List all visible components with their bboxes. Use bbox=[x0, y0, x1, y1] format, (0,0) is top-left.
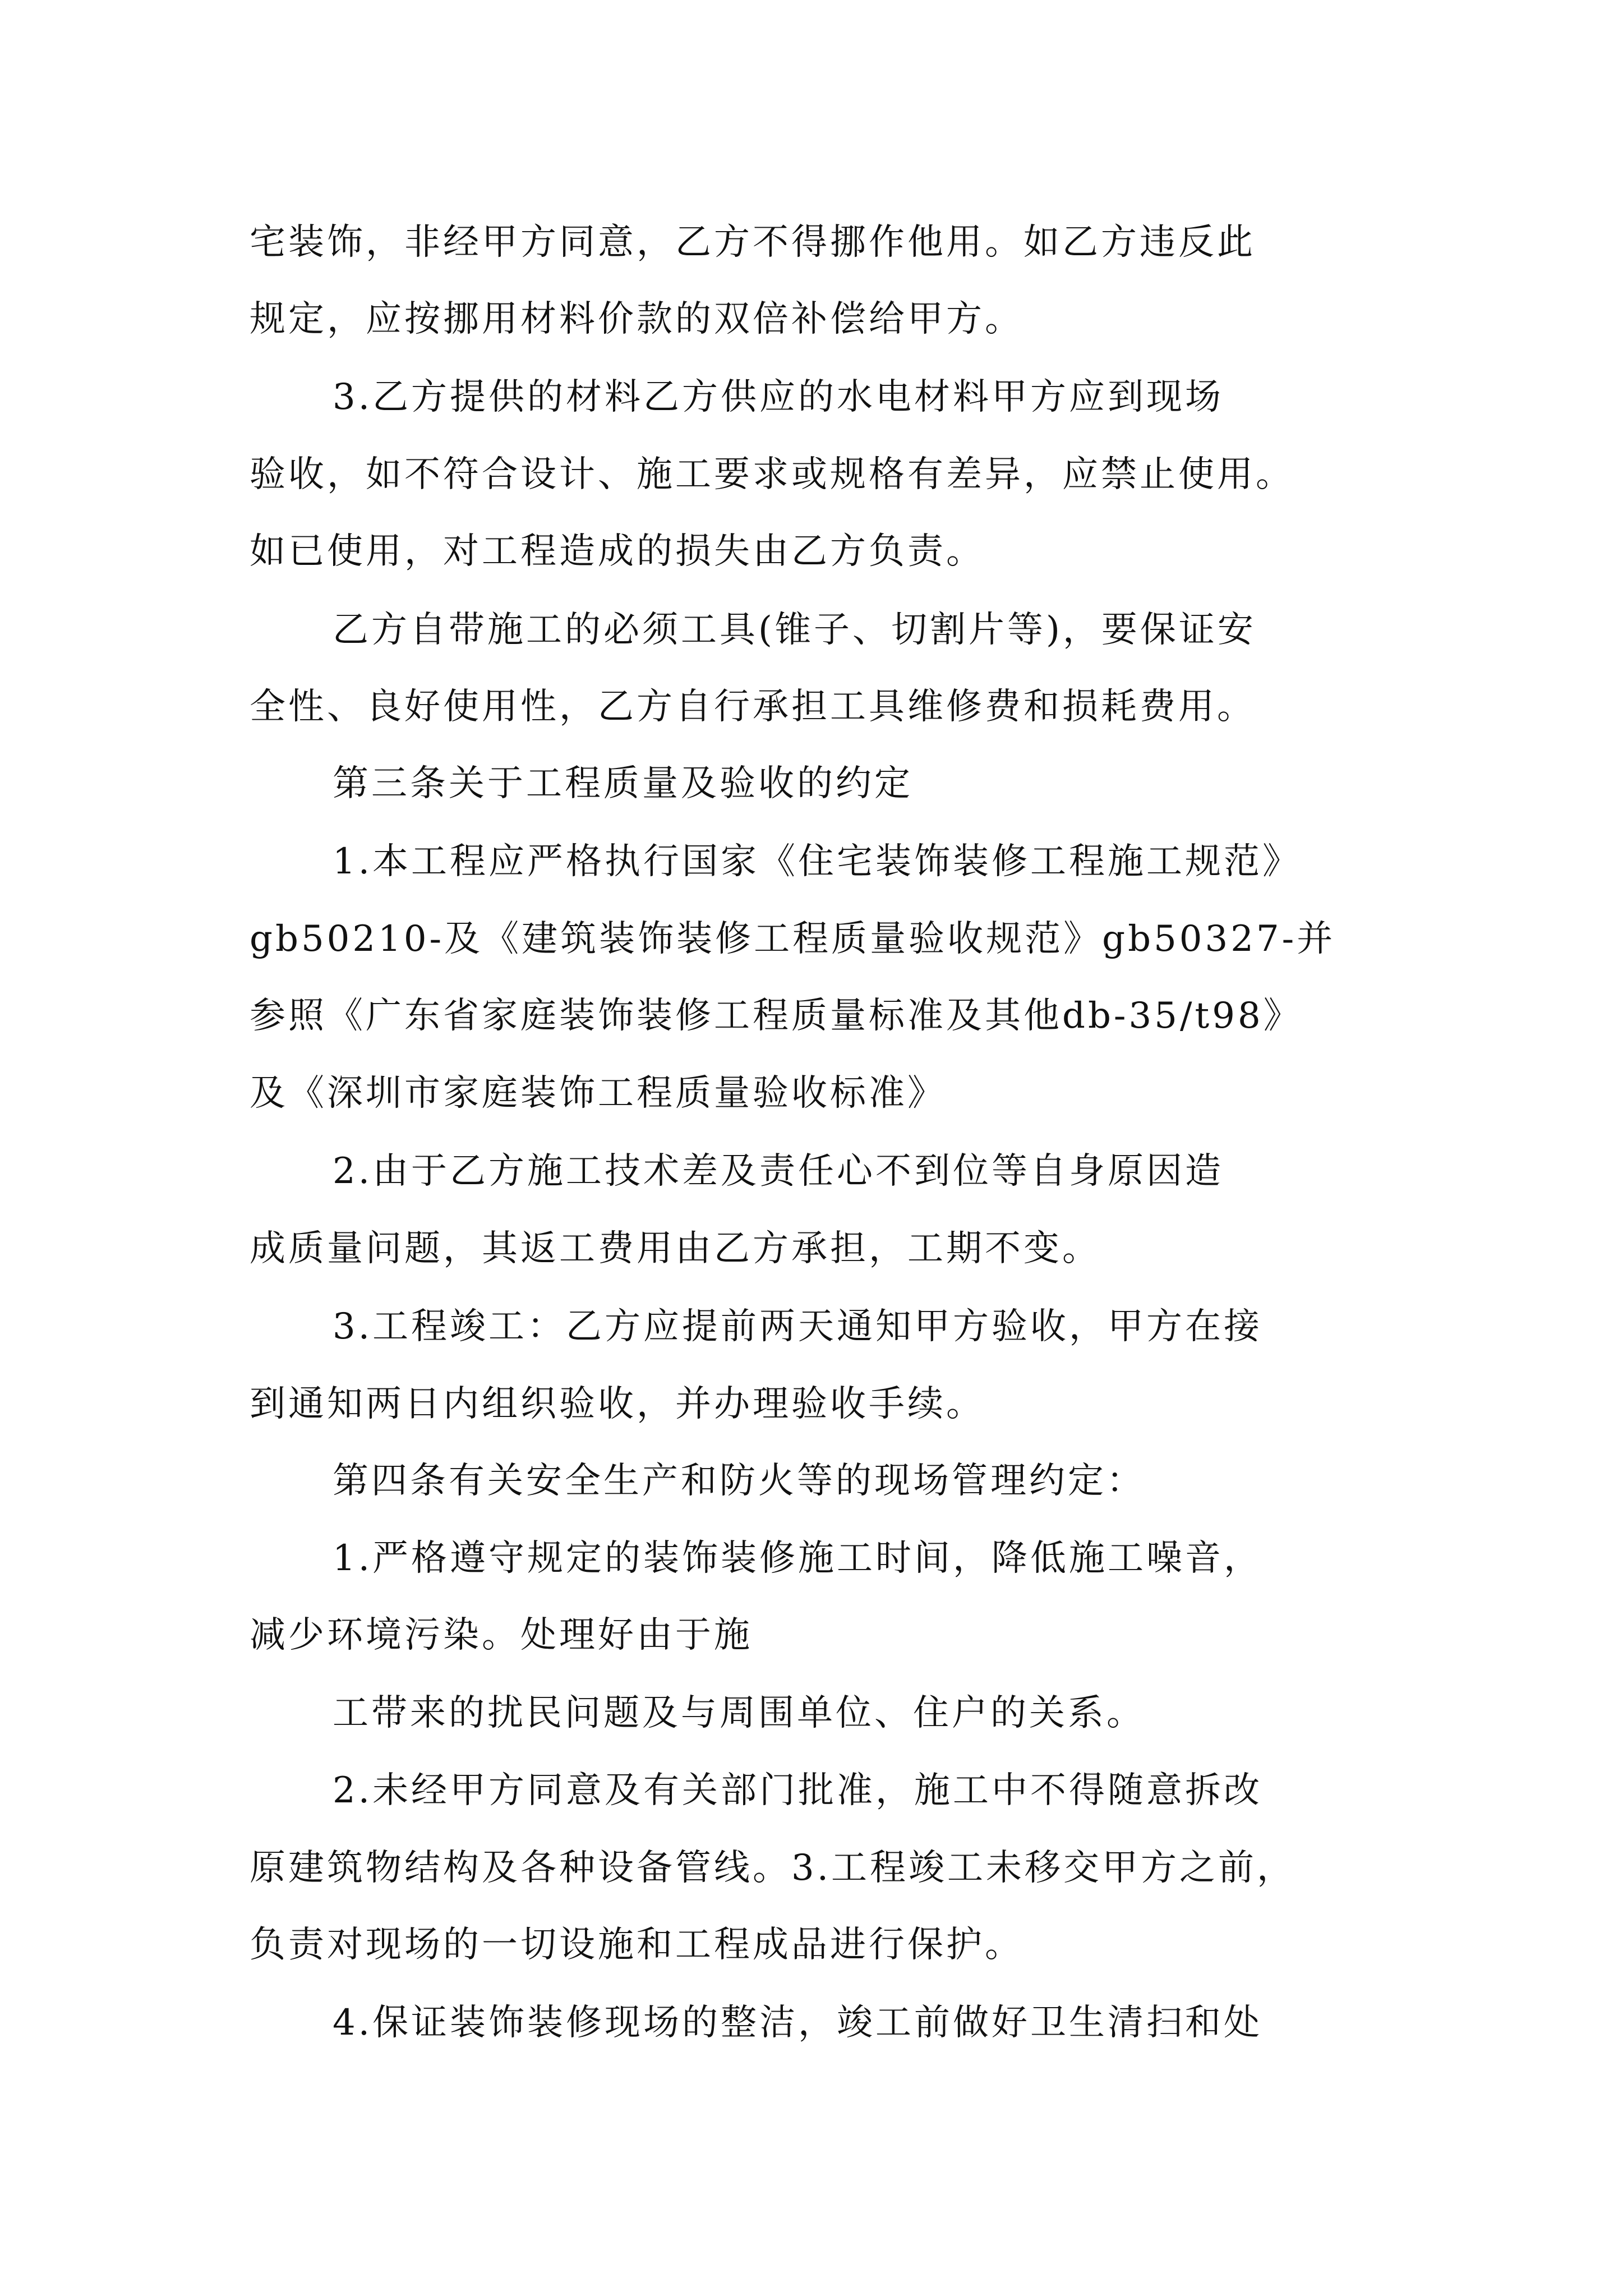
text-line: 验收，如不符合设计、施工要求或规格有差异，应禁止使用。 bbox=[250, 454, 1294, 495]
text-line: 参照《广东省家庭装饰装修工程质量标准及其他db-35/t98》 bbox=[250, 995, 1302, 1037]
text-line: 2.未经甲方同意及有关部门批准，施工中不得随意拆改 bbox=[333, 1770, 1263, 1811]
section-heading: 第三条关于工程质量及验收的约定 bbox=[333, 763, 913, 804]
text-line: 乙方自带施工的必须工具(锥子、切割片等)，要保证安 bbox=[333, 609, 1256, 651]
text-line: 宅装饰，非经甲方同意，乙方不得挪作他用。如乙方违反此 bbox=[250, 222, 1256, 263]
section-heading: 第四条有关安全生产和防火等的现场管理约定： bbox=[333, 1460, 1145, 1502]
text-line: gb50210-及《建筑装饰装修工程质量验收规范》gb50327-并 bbox=[250, 918, 1336, 960]
text-line: 规定，应按挪用材料价款的双倍补偿给甲方。 bbox=[250, 298, 1023, 340]
text-line: 工带来的扰民问题及与周围单位、住户的关系。 bbox=[333, 1692, 1145, 1734]
text-line: 减少环境污染。处理好由于施 bbox=[250, 1614, 753, 1656]
text-line: 成质量问题，其返工费用由乙方承担，工期不变。 bbox=[250, 1228, 1101, 1269]
text-line: 4.保证装饰装修现场的整洁，竣工前做好卫生清扫和处 bbox=[333, 2002, 1263, 2044]
text-line: 全性、良好使用性，乙方自行承担工具维修费和损耗费用。 bbox=[250, 686, 1256, 728]
text-line: 3.乙方提供的材料乙方供应的水电材料甲方应到现场 bbox=[333, 376, 1224, 418]
text-line: 3.工程竣工：乙方应提前两天通知甲方验收，甲方在接 bbox=[333, 1306, 1263, 1347]
text-line: 1.严格遵守规定的装饰装修施工时间，降低施工噪音， bbox=[333, 1538, 1263, 1579]
text-line: 如已使用，对工程造成的损失由乙方负责。 bbox=[250, 531, 985, 572]
text-line: 2.由于乙方施工技术差及责任心不到位等自身原因造 bbox=[333, 1151, 1224, 1192]
text-line: 到通知两日内组织验收，并办理验收手续。 bbox=[250, 1383, 985, 1425]
text-line: 原建筑物结构及各种设备管线。3.工程竣工未移交甲方之前， bbox=[250, 1847, 1296, 1889]
text-line: 负责对现场的一切设施和工程成品进行保护。 bbox=[250, 1924, 1023, 1966]
text-line: 及《深圳市家庭装饰工程质量验收标准》 bbox=[250, 1073, 946, 1114]
text-line: 1.本工程应严格执行国家《住宅装饰装修工程施工规范》 bbox=[333, 841, 1302, 882]
